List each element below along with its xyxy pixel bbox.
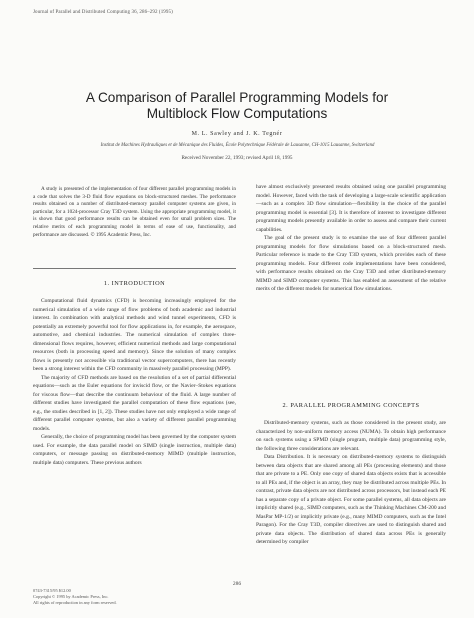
copyright-footer bbox=[33, 588, 153, 607]
journal-header: Journal of Parallel and Distributed Computing 36, 286–292 (1995) bbox=[33, 10, 173, 15]
title-line-2: Multiblock Flow Computations bbox=[146, 106, 328, 121]
concepts-paragraph: Data Distribution. It is necessary on distributed-memory systems to distinguish between data objects that are shared among all PEs (processing elements) and those that are private to a PE. Only one copy of shared data objects exists that is accessible to all PEs and, if the object is an array, they may be distributed across multiple PEs. In contrast, private data objects are not distributed across processors, but instead each PE has a separate copy of a private object. For some parallel systems, all data objects are implicitly shared (e.g., SIMD computers, such as the Thinking Machines CM-200 and MasPar MP-1/2) or implicitly private (e.g., many MIMD computers, such as the Intel Paragon). For the Cray T3D, compiler directives are used to distinguish shared and private data objects. The distribution of shared data across PEs is generally determined by compiler bbox=[256, 454, 446, 545]
received-date: Received November 22, 1993; revised April 18, 1995 bbox=[181, 155, 293, 161]
abstract bbox=[33, 186, 236, 239]
intro-paragraph: Generally, the choice of programming model has been governed by the computer system used. For example, the data parallel model on SIMD (single instruction, multiple data) computers, or message passing on distributed-memory MIMD (multiple instruction, multiple data) computers. These previous authors bbox=[33, 434, 236, 466]
paper-title bbox=[0, 90, 474, 122]
body-paragraph: have almost exclusively presented results obtained using one parallel programming model. However, faced with the task of developing a large-scale scientific application—such as a complex 3D flow simulation—flexibility in the choice of the parallel programming model is essential [3]. It is therefore of interest to investigate different programming models presently available in order to assess and compare their current capabilities. bbox=[256, 184, 446, 233]
section-heading-introduction: 1. INTRODUCTION bbox=[103, 280, 166, 287]
parallel-concepts-body bbox=[256, 419, 446, 547]
abstract-text: A study is presented of the implementation of four different parallel programming models in a code that solves the 3-D fluid flow equations on block-structured meshes. The performance results obtained on a number of distributed-memory parallel computer systems are given, in particular, for a 1024-processor Cray T3D system. Using the appropriate programming model, it is shown that good performance results can be obtained even for small problem sizes. The relative merits of each programming model in terms of ease of use, functionality, and performance are discussed. © 1995 Academic Press, Inc. bbox=[33, 186, 236, 238]
title-line-1: A Comparison of Parallel Programming Models for bbox=[85, 90, 389, 105]
footer-line: Copyright © 1995 by Academic Press, Inc. bbox=[33, 594, 109, 600]
right-column-continuation bbox=[256, 183, 446, 294]
concepts-paragraph: Distributed-memory systems, such as those considered in the present study, are characterized by non-uniform memory access (NUMA). To obtain high performance on such systems using a SPMD (single program, multiple data) programming style, the following three considerations are relevant. bbox=[256, 420, 446, 452]
footer-line: All rights of reproduction in any form reserved. bbox=[33, 600, 117, 606]
section-heading-parallel-concepts: 2. PARALLEL PROGRAMMING CONCEPTS bbox=[282, 402, 420, 409]
page-number: 286 bbox=[232, 581, 242, 587]
body-paragraph: The goal of the present study is to examine the use of four different parallel programming models for flow simulations based on a block-structured mesh. Particular reference is made to the Cray T3D system, which provides each of these programming models. Four different code implementations have been considered, with performance results obtained on the Cray T3D and other distributed-memory MIMD and SIMD computer systems. This has enabled an assessment of the relative merits of the different models for numerical flow simulations. bbox=[256, 235, 446, 292]
author-affiliation: Institut de Machines Hydrauliques et de Mécanique des Fluides, École Polytechnique Fédérale de Lausanne, CH-1015 Lausanne, Switzerland bbox=[100, 143, 375, 148]
abstract-divider bbox=[33, 268, 236, 269]
author-list: M. L. Sawley and J. K. Tegnér bbox=[191, 131, 283, 137]
intro-paragraph: The majority of CFD methods are based on the resolution of a set of partial differential equations—such as the Euler equations for inviscid flow, or the Navier–Stokes equations for viscous flow—that describe the continuum behaviour of the fluid. A large number of different studies have investigated the parallel computation of these flow equations (see, e.g., the studies described in [1, 2]). These studies have not only employed a wide range of different parallel computer systems, but also a variety of different parallel programming models. bbox=[33, 374, 236, 432]
intro-paragraph: Computational fluid dynamics (CFD) is becoming increasingly employed for the numerical simulation of a wide range of flow problems of both academic and industrial interest. In combination with analytical methods and wind tunnel experiments, CFD is potentially an extremely powerful tool for flow applications in, for example, the aerospace, automotive, and chemical industries. The numerical simulation of complex three-dimensional flows requires, however, efficient numerical methods and large computational resources (both in processing speed and memory). Since the solution of many complex flows is presently not accessible via traditional vector supercomputers, there has recently been a strong interest within the CFD community in massively parallel processing (MPP). bbox=[33, 298, 236, 372]
introduction-body bbox=[33, 297, 236, 467]
footer-line: 0743-7315/95 $12.00 bbox=[33, 588, 71, 593]
